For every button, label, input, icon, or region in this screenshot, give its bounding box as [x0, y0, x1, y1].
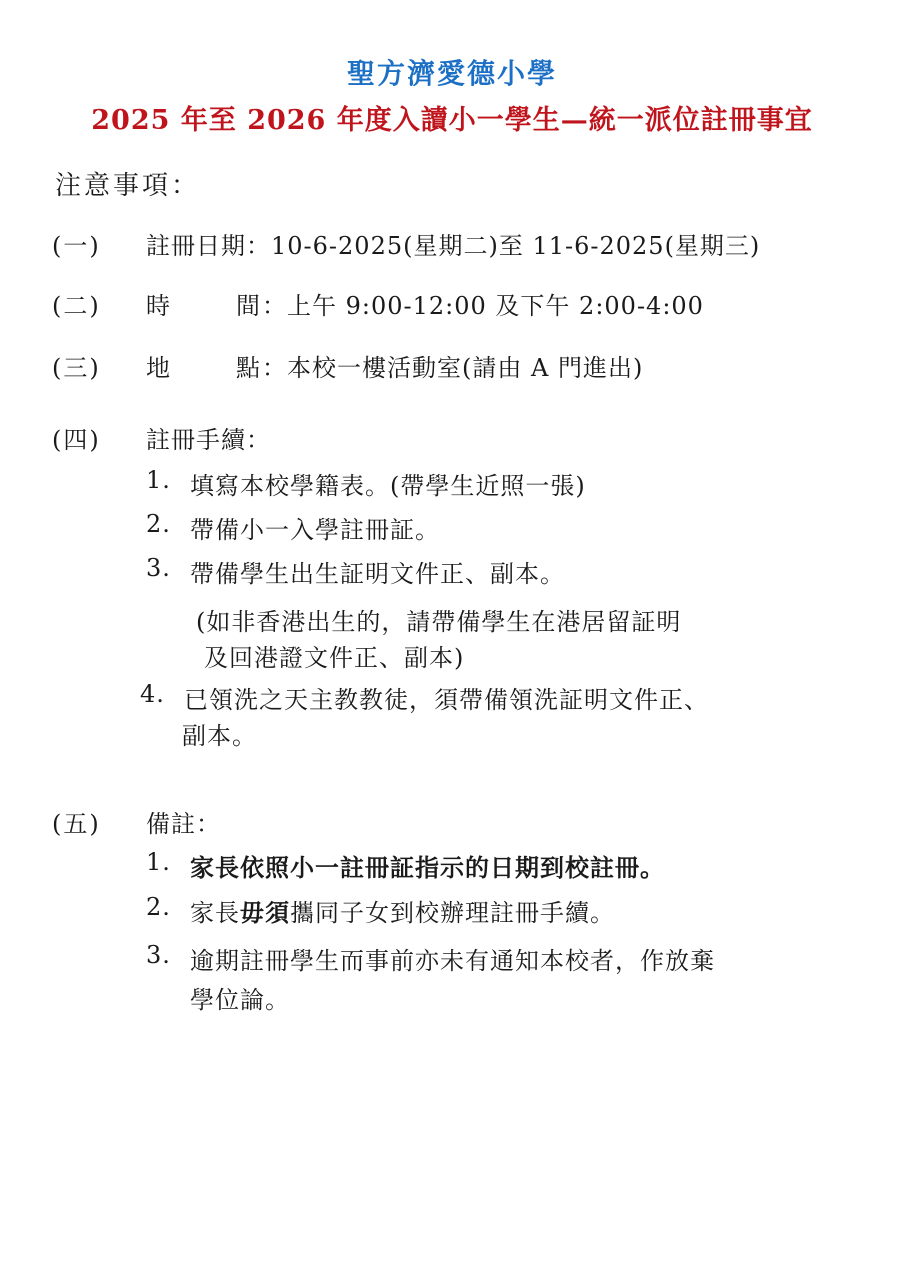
procedure-3-text: 帶備學生出生証明文件正、副本。 — [190, 560, 565, 588]
procedure-3-note-line-2: 及回港證文件正、副本) — [204, 644, 465, 672]
remarks-heading: 備註： — [146, 810, 221, 838]
remark-1-text: 家長依照小一註冊証指示的日期到校註冊。 — [190, 853, 665, 882]
remark-2-text — [190, 893, 615, 928]
place-label-b: 點 — [236, 354, 261, 382]
registration-place: ：本校一樓活動室(請由 A 門進出) — [262, 354, 644, 382]
remark-3-number: 3. — [146, 941, 171, 969]
procedure-3-number: 3. — [146, 554, 171, 582]
time-label-b: 間 — [236, 292, 261, 320]
procedure-2-text: 帶備小一入學註冊証。 — [190, 516, 440, 544]
registration-time: ：上午 9:00-12:00 及下午 2:00-4:00 — [262, 292, 704, 320]
section-4-number: (四) — [52, 426, 101, 454]
procedure-4-text: 已領洗之天主教教徒，須帶備領洗証明文件正、 — [184, 686, 709, 714]
procedure-heading: 註冊手續： — [146, 426, 271, 454]
page-title: 2025 年至 2026 年度入讀小一學生—統一派位註冊事宜 — [91, 105, 813, 136]
registration-date: 註冊日期：10-6-2025(星期二)至 11-6-2025(星期三) — [146, 232, 761, 260]
procedure-2-number: 2. — [146, 510, 171, 538]
procedure-4-number: 4. — [140, 680, 165, 708]
remark-2-text-emphasis: 毋須 — [240, 898, 290, 927]
remark-1-number: 1. — [146, 848, 171, 876]
remark-3-text: 逾期註冊學生而事前亦未有通知本校者，作放棄 — [190, 947, 715, 975]
school-name: 聖方濟愛德小學 — [346, 57, 557, 90]
remark-2-text-a: 家長 — [190, 899, 240, 927]
procedure-1-text: 填寫本校學籍表。(帶學生近照一張) — [190, 472, 586, 500]
section-3-number: (三) — [52, 354, 101, 382]
section-5-number: (五) — [52, 810, 101, 838]
remark-3-text-line-2: 學位論。 — [190, 986, 290, 1014]
notes-heading: 注意事項： — [55, 171, 201, 201]
procedure-1-number: 1. — [146, 466, 171, 494]
time-label-a: 時 — [146, 292, 171, 320]
procedure-4-text-line-2: 副本。 — [182, 722, 257, 750]
procedure-3-note-line-1: (如非香港出生的，請帶備學生在港居留証明 — [196, 608, 682, 636]
remark-2-text-b: 攜同子女到校辦理註冊手續。 — [290, 899, 615, 927]
section-1-number: (一) — [52, 232, 101, 260]
place-label-a: 地 — [146, 354, 171, 382]
remark-2-number: 2. — [146, 893, 171, 921]
section-2-number: (二) — [52, 292, 101, 320]
